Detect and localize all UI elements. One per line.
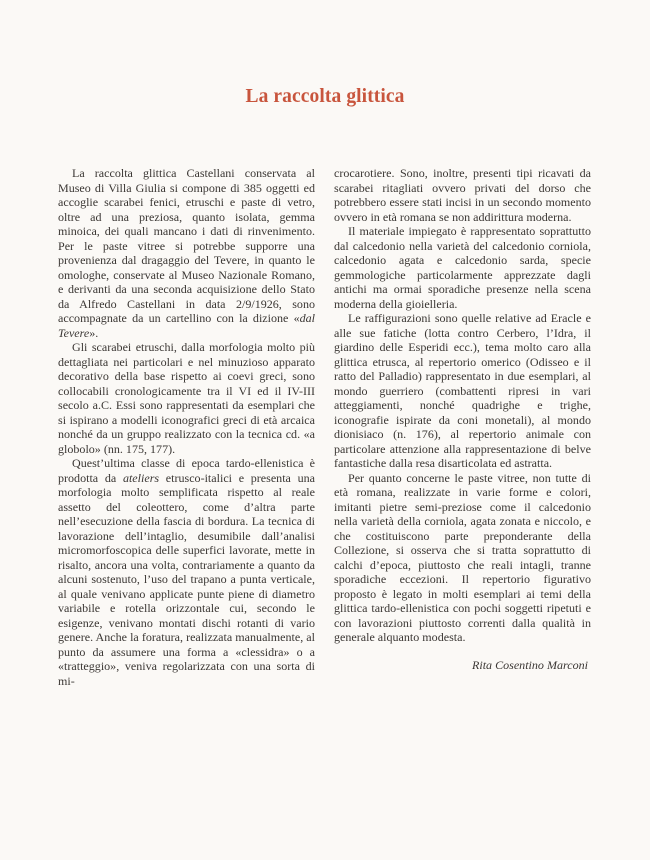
paragraph: Per quanto concerne le paste vitree, non tutte di età romana, realizzate in varie forme e colori, imitanti pietre semi-preziose come il calcedonio nella varietà della corniola, agata zonata e niccolo, e che costituiscono parte preponderante della Collezione, si osserva che si tratta soprattutto di calchi d’epoca, piuttosto che reali intagli, tranne sporadiche eccezioni. Il repertorio figurativo proposto è legato in molti esemplari ai temi della glittica tardo-ellenistica con pochi soggetti ripetuti e con lavorazioni piuttosto correnti dalla qualità in generale alquanto modesta. [334, 470, 591, 644]
paragraph: Le raffigurazioni sono quelle relative ad Eracle e alle sue fatiche (lotta contro Cerbero, l’Idra, il giardino delle Esperidi ecc.), tema molto caro alla glittica etrusca, al repertorio omerico (Odisseo e il ratto del Palladio) rappresentato in due esemplari, al mondo guerriero (combattenti ripresi in vari atteggiamenti, nonché quadrighe e trighe, iconografie ispirate da coni monetali), al mondo dionisiaco (n. 176), al repertorio animale con particolare attenzione alla rappresentazione di belve fantastiche dalla resa disarticolata ed astratta. [334, 311, 591, 470]
paragraph: Il materiale impiegato è rappresentato soprattutto dal calcedonio nella varietà del calcedonio corniola, calcedonio agata e calcedonio sarda, specie gemmologiche particolarmente apprezzate dagli antichi ma ormai sporadiche presenze nella scena moderna della gioielleria. [334, 224, 591, 311]
paragraph-text: La raccolta glittica Castellani conservata al Museo di Villa Giulia si compone di 385 oggetti ed accoglie scarabei fenici, etruschi e paste di vetro, oltre ad una preziosa, quanto isolata, gemma minoica, dei quali mancano i dati di rinvenimento. Per le paste vitree si potrebbe supporre una provenienza dal dragaggio del Tevere, in quanto le omologhe, conservate al Museo Nazionale Romano, e derivanti da una seconda acquisizione dello Stato da Alfredo Castellani in data 2/9/1926, sono accompagnate da un cartellino con la dizione « [58, 166, 315, 325]
paragraph: Gli scarabei etruschi, dalla morfologia molto più dettagliata nei particolari e nel minuzioso apparato decorativo della base rispetto ai coevi greci, sono collocabili cronologicamente tra il VI ed il IV-III secolo a.C. Essi sono rappresentati da esemplari che si ispirano a modelli iconografici greci di età arcaica nonché da un gruppo realizzato con la tecnica cd. «a globolo» (nn. 175, 177). [58, 340, 315, 456]
left-column [58, 166, 315, 688]
right-column [334, 166, 591, 672]
paragraph-text: Quest’ultima classe di epoca tardo-ellenistica è prodotta da [58, 456, 315, 485]
italic-term: ateliers [122, 470, 160, 485]
author-signature: Rita Cosentino Marconi [472, 657, 588, 672]
page-title: La raccolta glittica [245, 86, 405, 107]
italic-term: dal Tevere [58, 311, 315, 340]
paragraph [58, 166, 315, 340]
paragraph-text: ». [89, 325, 99, 340]
paragraph [58, 456, 315, 688]
paragraph-text: etrusco-italici e presenta una morfologia molto semplificata rispetto al reale assetto del coleottero, come d’altra parte nell’esecuzione della fascia di bordura. La tecnica di lavorazione dell’intaglio, desumibile dall’analisi micromorfoscopica delle superfici lavorate, mette in risalto, ancora una volta, contrariamente a quanto da alcuni sostenuto, l’uso del trapano a punta verticale, al quale venivano applicate punte piene di diametro variabile e rotella orizzontale cui, secondo le esigenze, venivano montati dischi rotanti di vario genere. Anche la foratura, realizzata manualmente, al punto da assumere una forma a «clessidra» o a «tratteggio», veniva regolarizzata con una sorta di mi- [58, 470, 315, 688]
paragraph: crocarotiere. Sono, inoltre, presenti tipi ricavati da scarabei ritagliati ovvero privati del dorso che potrebbero essere stati incisi in un secondo momento ovvero in età romana se non addirittura moderna. [334, 166, 591, 224]
